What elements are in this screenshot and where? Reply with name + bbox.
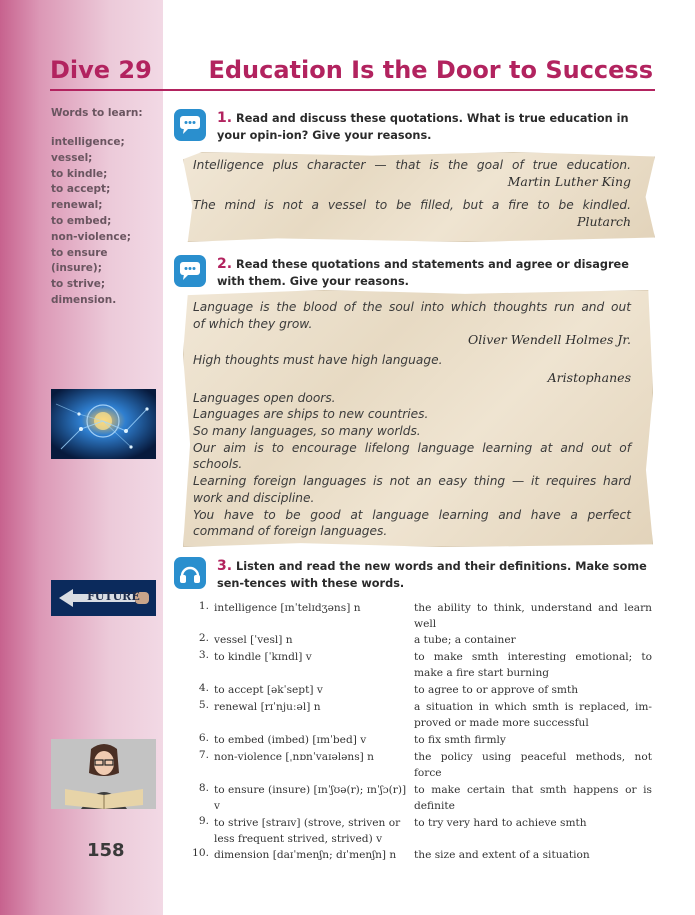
- future-label: FUTURE: [87, 590, 140, 603]
- vocab-number: 4.: [198, 682, 209, 694]
- vocab-number: 1.: [198, 600, 209, 612]
- page-number: 158: [87, 840, 125, 861]
- word-item: to strive;: [51, 278, 106, 291]
- statement-line: Our aim is to encourage lifelong language learning at and out of: [193, 441, 631, 455]
- task-3-instruction: [217, 558, 653, 592]
- student-reading-image: [51, 739, 156, 809]
- quote-author: Oliver Wendell Holmes Jr.: [468, 332, 631, 347]
- vocab-number: 2.: [198, 632, 209, 644]
- quote-line: High thoughts must have high language.: [193, 353, 443, 367]
- headphones-icon: [174, 557, 206, 589]
- word-item: dimension.: [51, 293, 117, 306]
- word-item: to embed;: [51, 214, 112, 227]
- statement-line: Languages are ships to new countries.: [193, 407, 429, 421]
- word-item: to accept;: [51, 183, 111, 196]
- words-heading: Words to learn:: [51, 107, 143, 119]
- vocab-definition: to fix smth firmly: [414, 734, 506, 746]
- quote-author: Plutarch: [577, 214, 631, 229]
- statement-line: schools.: [193, 457, 243, 471]
- vocab-number: 5.: [198, 699, 209, 711]
- task-2-number: 2.: [217, 256, 233, 272]
- task-3-number: 3.: [217, 558, 233, 574]
- vocab-term: to ensure (insure) [ɪnˈʃʊə(r); ɪnˈʃɔ(r)] v: [214, 784, 407, 812]
- task-2-instruction: [217, 256, 653, 290]
- future-sign-image: [51, 580, 156, 616]
- speech-bubble-icon: [174, 255, 206, 287]
- vocab-term: non-violence [ˌnɒnˈvaɪələns] n: [214, 751, 374, 763]
- word-item: to kindle;: [51, 167, 108, 180]
- statement-line: work and discipline.: [193, 491, 315, 505]
- vocab-term: renewal [rɪˈnjuːəl] n: [214, 701, 321, 713]
- vocab-definition: the size and extent of a situation: [414, 849, 590, 861]
- words-to-learn: [51, 107, 161, 309]
- dive-title: Dive 29: [50, 56, 152, 84]
- speech-bubble-icon: [174, 109, 206, 141]
- vocab-term: intelligence [ɪnˈtelɪdʒəns] n: [214, 602, 361, 614]
- vocab-term: to accept [əkˈsept] v: [214, 684, 323, 696]
- word-item: non-violence;: [51, 230, 131, 243]
- brain-network-image: [51, 389, 156, 459]
- vocab-number: 3.: [198, 649, 209, 661]
- vocab-term: to strive [straɪv] (strove, striven or less frequent strived, strived) v: [214, 817, 401, 845]
- quote-line: Language is the blood of the soul into which thoughts run and out: [193, 300, 631, 314]
- statement-line: You have to be good at language learning and have a perfect: [193, 508, 631, 522]
- task-3-text: Listen and read the new words and their definitions. Make some sen-tences with these words.: [217, 560, 647, 590]
- task-1-instruction: [217, 110, 653, 144]
- vocab-number: 10.: [192, 847, 209, 859]
- task-2-text: Read these quotations and statements and agree or disagree with them. Give your reasons.: [217, 258, 629, 288]
- quote-text: Intelligence plus character — that is the goal of true education.: [193, 158, 631, 172]
- word-item: vessel;: [51, 151, 93, 164]
- task-1-number: 1.: [217, 110, 233, 126]
- vocab-definition: to agree to or approve of smth: [414, 684, 579, 696]
- vocab-number: 6.: [198, 732, 209, 744]
- vocab-definition: a situation in which smth is replaced, im-proved or made more successful: [414, 701, 652, 729]
- page-title: Education Is the Door to Success: [208, 56, 653, 84]
- vocab-definition: the ability to think, understand and learn well: [414, 602, 652, 630]
- vocab-definition: to make certain that smth happens or is definite: [414, 784, 652, 812]
- vocab-definition: a tube; a container: [414, 634, 516, 646]
- statement-line: Languages open doors.: [193, 391, 336, 405]
- word-item: intelligence;: [51, 136, 125, 148]
- vocab-definition: the policy using peaceful methods, not force: [414, 751, 652, 779]
- vocab-term: to kindle [ˈkɪndl] v: [214, 651, 312, 663]
- quote-author: Aristophanes: [547, 370, 631, 385]
- vocab-number: 9.: [198, 815, 209, 827]
- vocab-number: 7.: [198, 749, 209, 761]
- vocab-term: to embed (imbed) [ɪmˈbed] v: [214, 734, 367, 746]
- vocab-definition: to try very hard to achieve smth: [414, 817, 587, 829]
- quote-line: of which they grow.: [193, 317, 313, 331]
- word-item: renewal;: [51, 199, 103, 212]
- vocab-definition: to make smth interesting emotional; to make a fire start burning: [414, 651, 652, 679]
- words-list: [51, 135, 161, 309]
- vocab-number: 8.: [198, 782, 209, 794]
- task-1-text: Read and discuss these quotations. What is true education in your opin-ion? Give your reasons.: [217, 112, 629, 142]
- quote-author: Martin Luther King: [507, 174, 631, 189]
- vocab-term: vessel [ˈvesl] n: [214, 634, 293, 646]
- statement-line: Learning foreign languages is not an easy thing — it requires hard: [193, 474, 631, 488]
- quote-text: The mind is not a vessel to be filled, but a fire to be kindled.: [193, 198, 631, 212]
- statement-line: So many languages, so many worlds.: [193, 424, 421, 438]
- vocab-term: dimension [daɪˈmenʃn; dɪˈmenʃn] n: [214, 849, 397, 861]
- word-item: to ensure (insure);: [51, 246, 108, 275]
- statement-line: command of foreign languages.: [193, 524, 388, 538]
- header-divider: [50, 89, 655, 91]
